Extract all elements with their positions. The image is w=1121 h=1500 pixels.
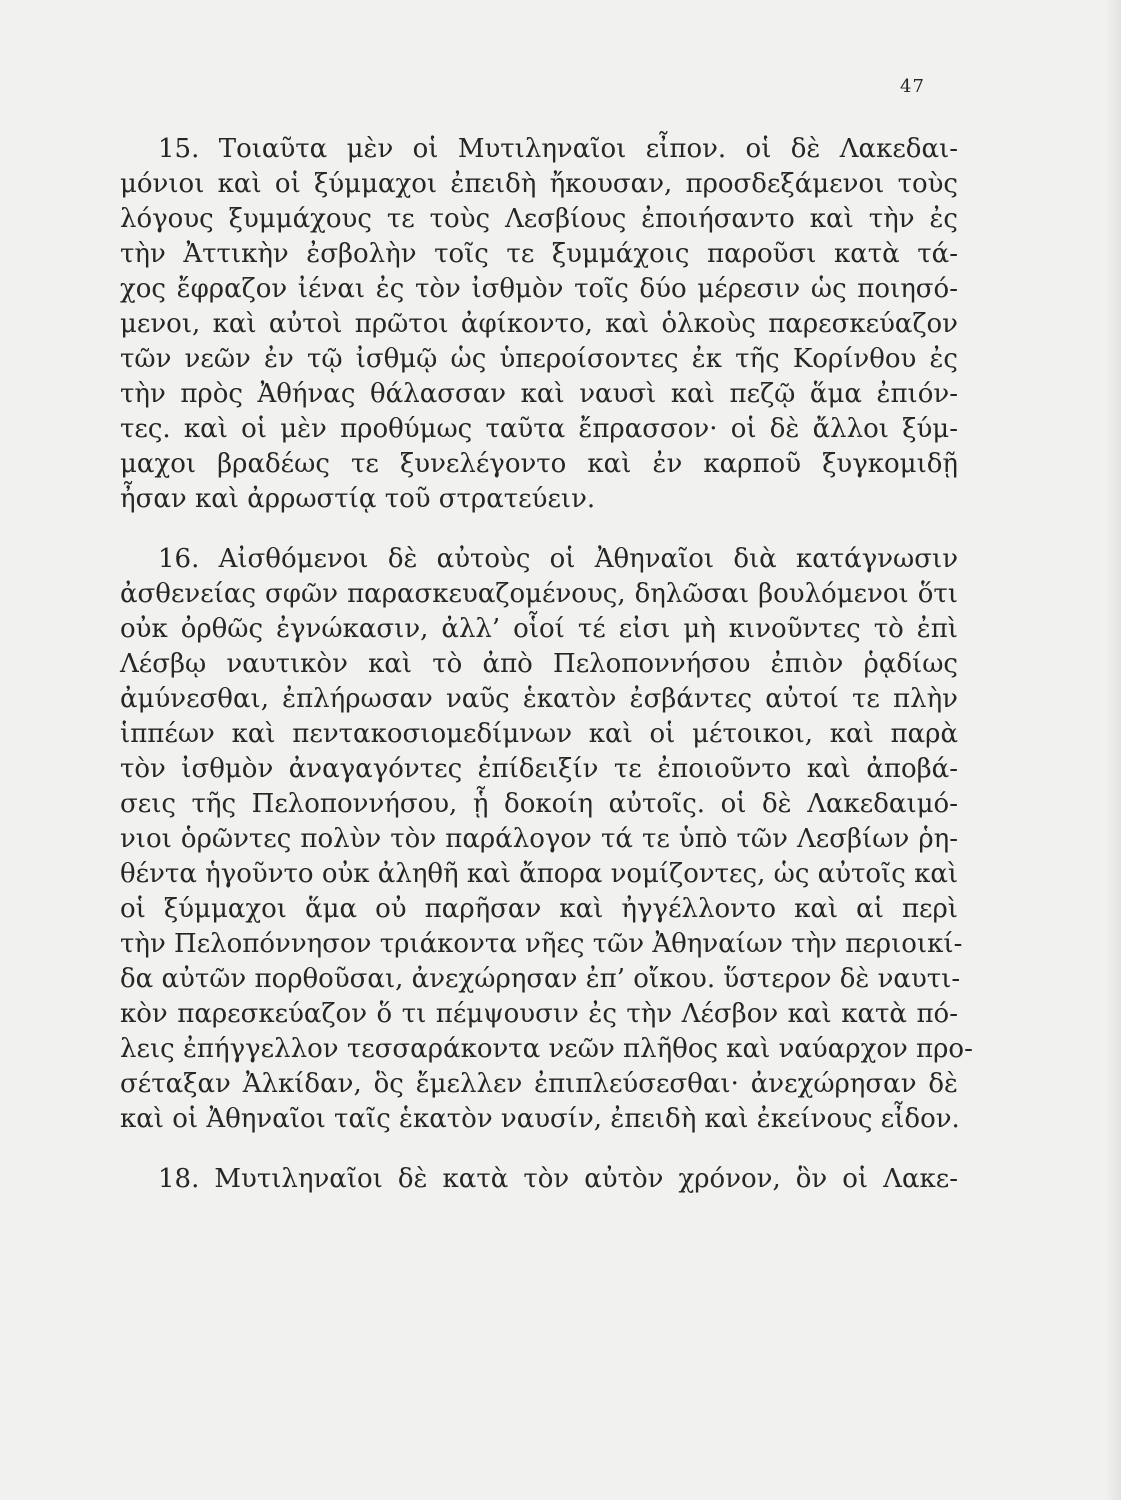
text-line: ἦσαν καὶ ἀρρωστίᾳ τοῦ στρατεύειν. bbox=[120, 484, 596, 514]
page-number: 47 bbox=[900, 76, 925, 97]
text-line: οὐκ ὀρθῶς ἐγνώκασιν, ἀλλ’ οἷοί τέ εἰσι μὴ κινοῦντες τὸ ἐπὶ bbox=[120, 614, 958, 644]
text-line: τὴν Πελοπόννησον τριάκοντα νῆες τῶν Ἀθηναίων τὴν περιοικί- bbox=[120, 929, 963, 959]
text-line: τες. καὶ οἱ μὲν προθύμως ταῦτα ἔπρασσον· οἱ δὲ ἄλλοι ξύμ- bbox=[120, 414, 958, 444]
text-line: χος ἔφραζον ἰέναι ἐς τὸν ἰσθμὸν τοῖς δύο μέρεσιν ὡς ποιησό- bbox=[120, 274, 958, 304]
text-line: 18. Μυτιληναῖοι δὲ κατὰ τὸν αὐτὸν χρόνον, ὃν οἱ Λακε- bbox=[158, 1164, 958, 1194]
paragraph-18 bbox=[120, 1162, 958, 1197]
text-line: μόνιοι καὶ οἱ ξύμμαχοι ἐπειδὴ ἤκουσαν, προσδεξάμενοι τοὺς bbox=[120, 169, 958, 199]
text-line: τὴν Ἀττικὴν ἐσβολὴν τοῖς τε ξυμμάχοις παροῦσι κατὰ τά- bbox=[120, 239, 958, 269]
text-line: νιοι ὁρῶντες πολὺν τὸν παράλογον τά τε ὑπὸ τῶν Λεσβίων ῥη- bbox=[120, 824, 958, 854]
text-line: ἱππέων καὶ πεντακοσιομεδίμνων καὶ οἱ μέτοικοι, καὶ παρὰ bbox=[120, 719, 958, 749]
text-line: ἀμύνεσθαι, ἐπλήρωσαν ναῦς ἑκατὸν ἐσβάντες αὐτοί τε πλὴν bbox=[120, 684, 958, 714]
text-line: μενοι, καὶ αὐτοὶ πρῶτοι ἀφίκοντο, καὶ ὁλκοὺς παρεσκεύαζον bbox=[120, 309, 958, 339]
text-line: μαχοι βραδέως τε ξυνελέγοντο καὶ ἐν καρποῦ ξυγκομιδῇ bbox=[120, 449, 958, 479]
body-text bbox=[120, 132, 973, 1197]
text-line: ἀσθενείας σφῶν παρασκευαζομένους, δηλῶσαι βουλόμενοι ὅτι bbox=[120, 579, 958, 609]
paragraph-16 bbox=[120, 542, 973, 1137]
paragraph-gap bbox=[120, 517, 958, 542]
paragraph-15 bbox=[120, 132, 958, 517]
text-line: οἱ ξύμμαχοι ἅμα οὐ παρῆσαν καὶ ἠγγέλλοντο καὶ αἱ περὶ bbox=[120, 894, 958, 924]
page-edge-shadow bbox=[1105, 0, 1121, 1500]
text-line: θέντα ἡγοῦντο οὐκ ἀληθῆ καὶ ἄπορα νομίζοντες, ὡς αὐτοῖς καὶ bbox=[120, 859, 959, 889]
text-line: σεις τῆς Πελοποννήσου, ᾗ δοκοίη αὐτοῖς. οἱ δὲ Λακεδαιμό- bbox=[120, 789, 958, 819]
text-line: δα αὐτῶν πορθοῦσαι, ἀνεχώρησαν ἐπ’ οἴκου. ὕστερον δὲ ναυτι- bbox=[120, 964, 961, 994]
text-line: τὴν πρὸς Ἀθήνας θάλασσαν καὶ ναυσὶ καὶ πεζῷ ἅμα ἐπιόν- bbox=[120, 379, 958, 409]
text-line: Λέσβῳ ναυτικὸν καὶ τὸ ἀπὸ Πελοποννήσου ἐπιὸν ῥᾳδίως bbox=[120, 649, 958, 679]
text-line: καὶ οἱ Ἀθηναῖοι ταῖς ἑκατὸν ναυσίν, ἐπειδὴ καὶ ἐκείνους εἶδον. bbox=[120, 1104, 960, 1134]
text-line: λεις ἐπήγγελλον τεσσαράκοντα νεῶν πλῆθος καὶ ναύαρχον προ- bbox=[120, 1034, 973, 1064]
text-line: κὸν παρεσκεύαζον ὅ τι πέμψουσιν ἐς τὴν Λέσβον καὶ κατὰ πό- bbox=[120, 999, 958, 1029]
text-line: τῶν νεῶν ἐν τῷ ἰσθμῷ ὡς ὑπεροίσοντες ἐκ τῆς Κορίνθου ἐς bbox=[120, 344, 958, 374]
text-line: λόγους ξυμμάχους τε τοὺς Λεσβίους ἐποιήσαντο καὶ τὴν ἐς bbox=[120, 204, 958, 234]
paragraph-gap bbox=[120, 1137, 958, 1162]
text-line: σέταξαν Ἀλκίδαν, ὃς ἔμελλεν ἐπιπλεύσεσθαι· ἀνεχώρησαν δὲ bbox=[120, 1069, 958, 1099]
text-line: 16. Αἰσθόμενοι δὲ αὐτοὺς οἱ Ἀθηναῖοι διὰ κατάγνωσιν bbox=[158, 544, 958, 574]
text-line: 15. Τοιαῦτα μὲν οἱ Μυτιληναῖοι εἶπον. οἱ δὲ Λακεδαι- bbox=[158, 134, 958, 164]
text-line: τὸν ἰσθμὸν ἀναγαγόντες ἐπίδειξίν τε ἐποιοῦντο καὶ ἀποβά- bbox=[120, 754, 958, 784]
